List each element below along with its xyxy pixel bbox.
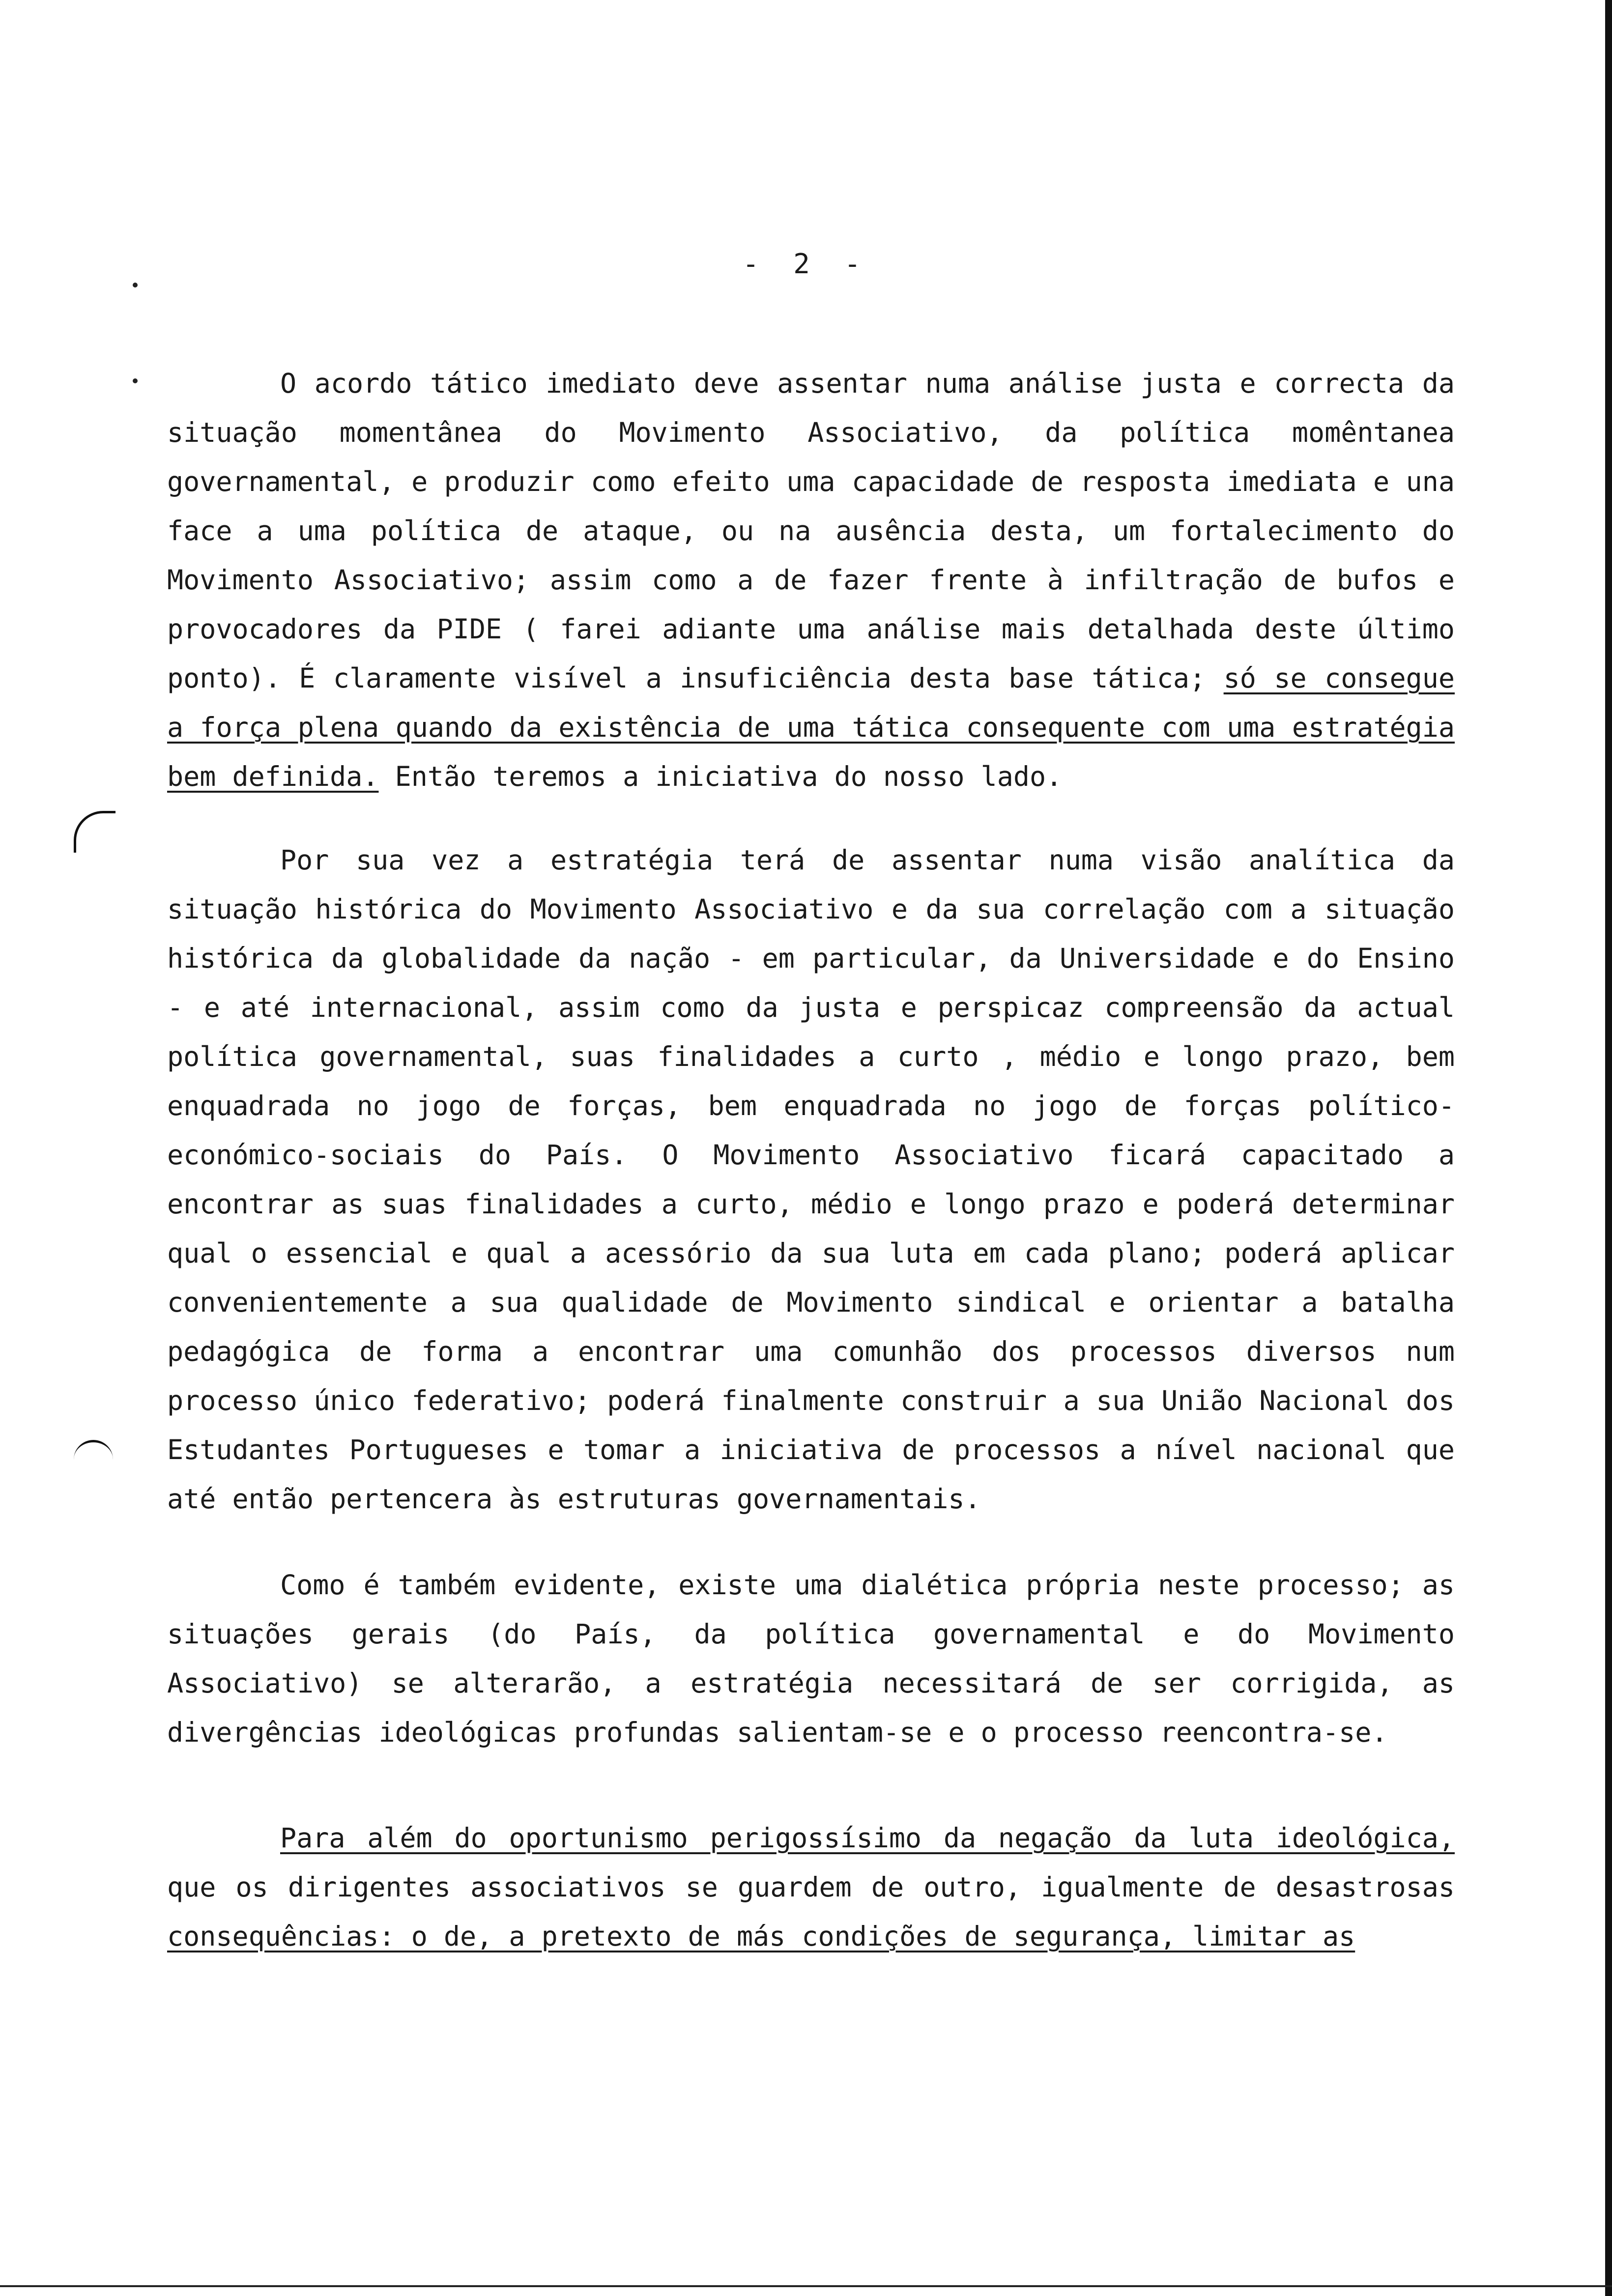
margin-dot xyxy=(133,378,138,383)
paragraph-4-underlined-start: Para além do oportunismo perigossísimo da negação da luta ideológica, xyxy=(280,1822,1455,1854)
paragraph-2-text: Por sua vez a estratégia terá de assentar numa visão analítica da situação histórica do Movimento Associativo e da sua correlação com a situação histórica da globalidade da nação - em particular, da Universidade e do Ensino - e até internacional, assim como da justa e perspicaz compreensão da actual política governamental, suas finalidades a curto , médio e longo prazo, bem enquadrada no jogo de forças, bem enquadrada no jogo de forças político-económico-sociais do País. O Movimento Associativo ficará capacitado a encontrar as suas finalidades a curto, médio e longo prazo e poderá determinar qual o essencial e qual a acessório da sua luta em cada plano; poderá aplicar convenientemente a sua qualidade de Movimento sindical e orientar a batalha pedagógica de forma a encontrar uma comunhão dos processos diversos num processo único federativo; poderá finalmente construir a sua União Nacional dos Estudantes Portugueses e tomar a iniciativa de processos a nível nacional que até então pertencera às estruturas governamentais. xyxy=(167,844,1455,1515)
paragraph-1 xyxy=(167,359,1455,801)
paragraph-3-text: Como é também evidente, existe uma dialética própria neste processo; as situações gerais (do País, da política governamental e do Movimento Associativo) se alterarão, a estratégia necessitará de ser corrigida, as divergências ideológicas profundas salientam-se e o processo reencontra-se. xyxy=(167,1569,1455,1748)
paragraph-3 xyxy=(167,1560,1455,1757)
paragraph-1-text: O acordo tático imediato deve assentar numa análise justa e correcta da situação momentânea do Movimento Associativo, da política momêntanea governamental, e produzir como efeito uma capacidade de resposta imediata e una face a uma política de ataque, ou na ausência desta, um fortalecimento do Movimento Associativo; assim como a de fazer frente à infiltração de bufos e provocadores da PIDE ( farei adiante uma análise mais detalhada deste último ponto). É claramente visível a insuficiência desta base tática; xyxy=(167,368,1455,694)
paragraph-4-underlined-end: consequências: o de, a pretexto de más condições de segurança, limitar as xyxy=(167,1921,1355,1952)
page-right-border xyxy=(1605,0,1612,2296)
margin-dot xyxy=(133,283,138,287)
paragraph-2 xyxy=(167,835,1455,1523)
margin-handwritten-mark xyxy=(74,811,115,853)
paragraph-1-underlined: só se consegue a força plena quando da existência de uma tática consequente com uma estratégia bem definida. xyxy=(167,662,1455,792)
paragraph-4-text: que os dirigentes associativos se guardem de outro, igualmente de desastrosas xyxy=(167,1871,1455,1903)
paragraph-1-text-end: Então teremos a iniciativa do nosso lado. xyxy=(378,761,1063,792)
page-bottom-rule xyxy=(0,2285,1612,2287)
paragraph-4 xyxy=(167,1813,1455,1961)
margin-handwritten-mark xyxy=(74,1440,113,1462)
page-number: - 2 - xyxy=(742,248,870,280)
